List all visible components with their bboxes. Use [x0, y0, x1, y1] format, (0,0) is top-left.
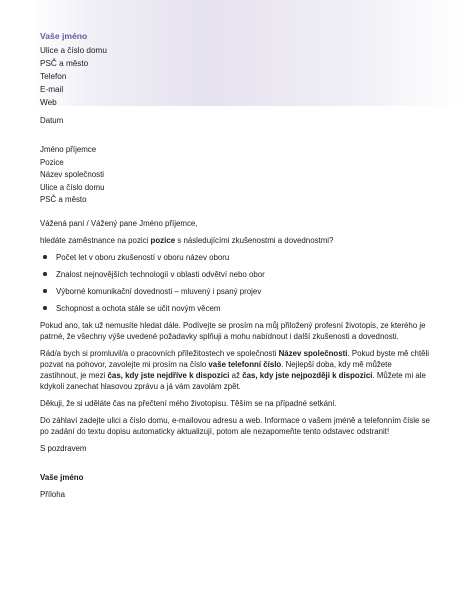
- letter-body: [40, 115, 430, 500]
- sender-city[interactable]: PSČ a město: [40, 59, 89, 68]
- signature-name-bold: Vaše jméno: [40, 472, 84, 482]
- p2-time-from-bold: čas, kdy jste nejdříve k dispozici: [107, 370, 230, 380]
- signature-name[interactable]: [40, 472, 430, 483]
- recipient-city[interactable]: PSČ a město: [40, 195, 87, 204]
- letterhead: [0, 0, 462, 106]
- recipient-company[interactable]: Název společnosti: [40, 170, 105, 179]
- list-item[interactable]: Schopnost a ochota stále se učit novým věcem: [40, 303, 430, 314]
- p2-phone-bold: vaše telefonní číslo: [208, 359, 282, 369]
- sender-block: [40, 30, 107, 109]
- p2-text-3: . Nejlepší doba, kdy mě můžete zastihnout, je mezi: [40, 359, 392, 380]
- intro-paragraph[interactable]: [40, 235, 430, 246]
- recipient-street[interactable]: Ulice a číslo domu: [40, 182, 105, 192]
- p2-time-to-bold: čas, kdy jste nejpozději k dispozici: [242, 370, 373, 380]
- paragraph-4[interactable]: Do záhlaví zadejte ulici a číslo domu, e-mailovou adresu a web. Informace o vašem jméně a telefonním čísle se po zadání do textu dopisu automaticky aktualizují, potom ale nezapomeňte tento odstavec odstranit!: [40, 415, 430, 436]
- skills-list: [40, 252, 430, 314]
- sender-name[interactable]: Vaše jméno: [40, 31, 88, 41]
- recipient-block: [40, 144, 430, 207]
- p2-company-bold: Název společnosti: [278, 348, 348, 358]
- salutation[interactable]: Vážená paní / Vážený pane Jméno příjemce,: [40, 218, 198, 228]
- list-item[interactable]: Znalost nejnovějších technologií v oblasti odvětví nebo obor: [40, 269, 430, 280]
- paragraph-2[interactable]: [40, 348, 430, 392]
- p2-text-5: . Můžete mi ale kdykoli zanechat hlasovou zprávu a já vám zavolám zpět.: [40, 370, 426, 391]
- intro-text-1: hledáte zaměstnance na pozici: [40, 235, 151, 245]
- intro-text-2: s následujícími zkušenostmi a dovednostmi?: [175, 235, 334, 245]
- sender-phone[interactable]: Telefon: [40, 72, 67, 81]
- letter-date[interactable]: Datum: [40, 116, 64, 125]
- list-item[interactable]: Počet let v oboru zkušeností v oboru název oboru: [40, 252, 430, 263]
- paragraph-1[interactable]: Pokud ano, tak už nemusíte hledat dále. Podívejte se prosím na můj přiložený profesní životopis, ze kterého je patrné, že všechny výše uvedené požadavky splňuji a mohu nabídnout i další zkušenosti a dovednosti.: [40, 320, 426, 341]
- p2-text-2: . Pokud byste mě chtěli pozvat na pohovor, zavolejte mi prosím na číslo: [40, 348, 430, 369]
- p2-text-1: Rád/a bych si promluvil/a o pracovních příležitostech ve společnosti: [40, 348, 279, 358]
- sender-web[interactable]: Web: [40, 98, 57, 107]
- recipient-name[interactable]: Jméno příjemce: [40, 145, 97, 154]
- sender-street[interactable]: Ulice a číslo domu: [40, 46, 107, 55]
- list-item[interactable]: Výborné komunikační dovednosti – mluvený i psaný projev: [40, 286, 430, 297]
- p2-text-4: až: [229, 370, 243, 380]
- recipient-position[interactable]: Pozice: [40, 157, 64, 167]
- closing[interactable]: S pozdravem: [40, 443, 87, 453]
- attachment-label[interactable]: Příloha: [40, 489, 66, 499]
- sender-email[interactable]: E-mail: [40, 85, 64, 94]
- paragraph-3[interactable]: Děkuji, že si uděláte čas na přečtení mého životopisu. Těším se na případné setkání.: [40, 398, 337, 408]
- intro-position-bold: pozice: [150, 235, 176, 245]
